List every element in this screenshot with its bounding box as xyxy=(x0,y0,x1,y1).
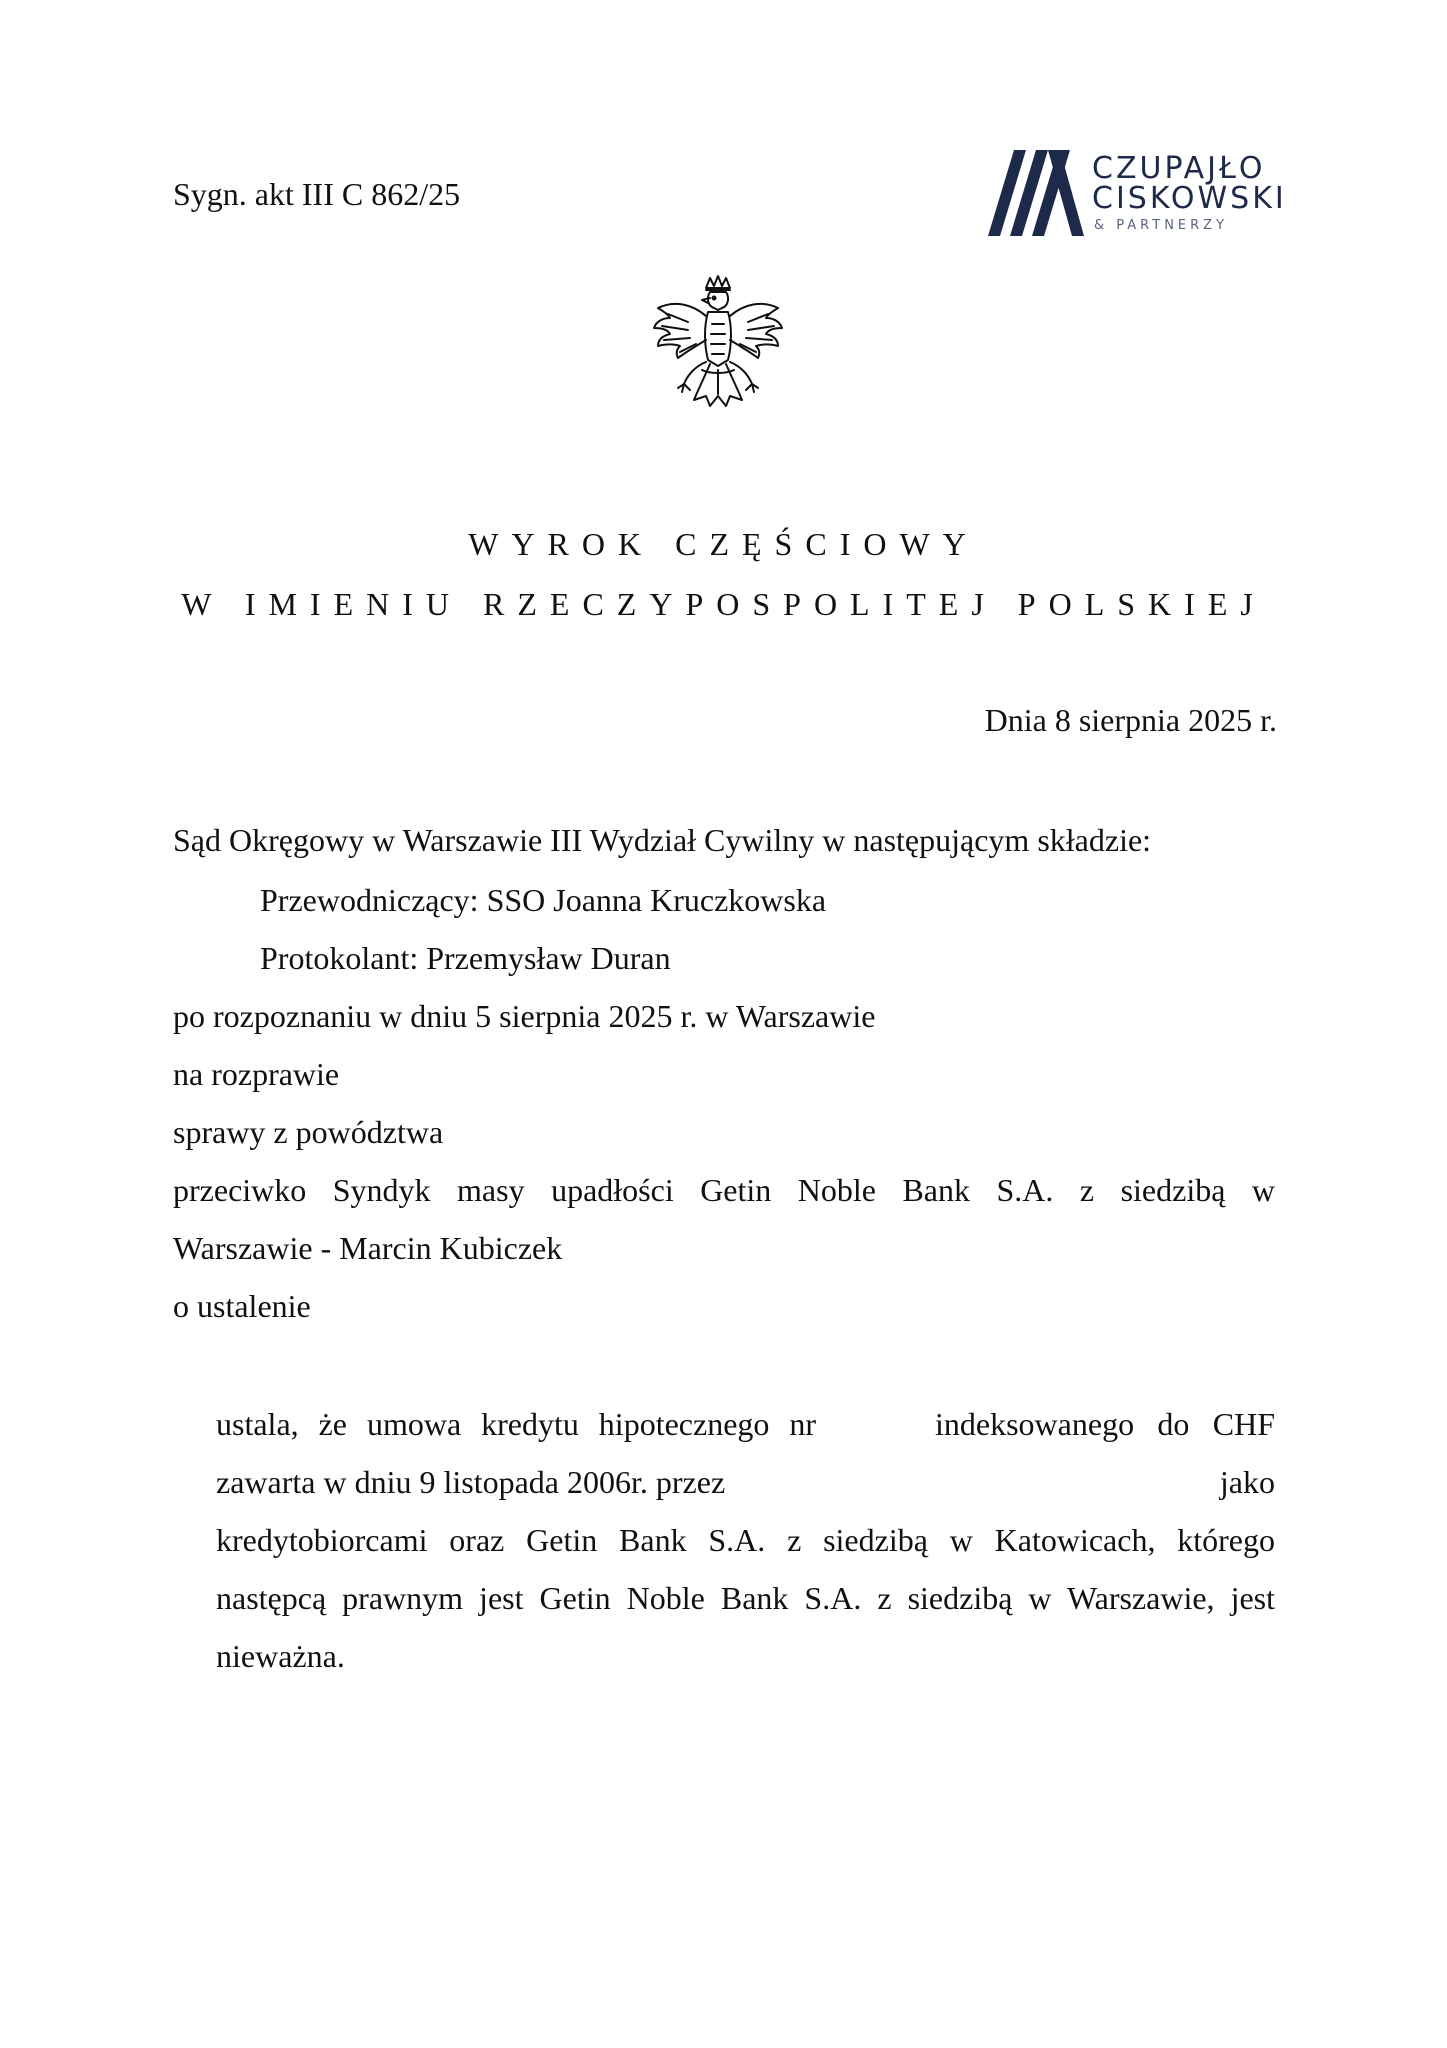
firm-name-line-1: CZUPAJŁO xyxy=(1092,151,1266,186)
hearing-date-place: po rozpoznaniu w dniu 5 sierpnia 2025 r. w Warszawie xyxy=(173,998,876,1034)
ruling-line-2-start: zawarta w dniu 9 listopada 2006r. przez xyxy=(216,1464,726,1500)
claim-label: sprawy z powództwa xyxy=(173,1114,444,1150)
ruling-line-1-end: indeksowanego do CHF xyxy=(935,1406,1275,1442)
ruling-line-4: następcą prawnym jest Getin Noble Bank S.A. z siedzibą w Warszawie, jest xyxy=(216,1580,1275,1616)
firm-name-line-3: & PARTNERZY xyxy=(1094,218,1229,233)
case-signature: Sygn. akt III C 862/25 xyxy=(173,176,461,212)
judgment-title: WYROK CZĘŚCIOWY xyxy=(468,526,979,562)
judgment-subtitle: W IMIENIU RZECZYPOSPOLITEJ POLSKIEJ xyxy=(181,586,1266,622)
law-firm-logo xyxy=(988,148,1308,238)
judgment-date: Dnia 8 sierpnia 2025 r. xyxy=(984,702,1277,738)
presiding-judge: Przewodniczący: SSO Joanna Kruczkowska xyxy=(260,882,827,918)
firm-name-line-2: CISKOWSKI xyxy=(1092,181,1287,216)
court-clerk: Protokolant: Przemysław Duran xyxy=(260,940,671,976)
polish-eagle-emblem-icon xyxy=(648,274,788,430)
court-composition: Sąd Okręgowy w Warszawie III Wydział Cywilny w następującym składzie: xyxy=(173,822,1152,858)
firm-monogram-icon xyxy=(988,150,1084,236)
defendant-line-1: przeciwko Syndyk masy upadłości Getin Noble Bank S.A. z siedzibą w xyxy=(173,1172,1275,1208)
case-subject: o ustalenie xyxy=(173,1288,311,1324)
defendant-line-2: Warszawie - Marcin Kubiczek xyxy=(173,1230,563,1266)
hearing-type: na rozprawie xyxy=(173,1056,340,1092)
ruling-line-2-end: jako xyxy=(1219,1464,1275,1500)
ruling-line-3: kredytobiorcami oraz Getin Bank S.A. z siedzibą w Katowicach, którego xyxy=(216,1522,1275,1558)
ruling-line-1-start: ustala, że umowa kredytu hipotecznego nr xyxy=(216,1406,816,1442)
ruling-line-2 xyxy=(216,1462,1275,1502)
ruling-line-1 xyxy=(216,1404,1275,1444)
ruling-line-5: nieważna. xyxy=(216,1638,345,1674)
